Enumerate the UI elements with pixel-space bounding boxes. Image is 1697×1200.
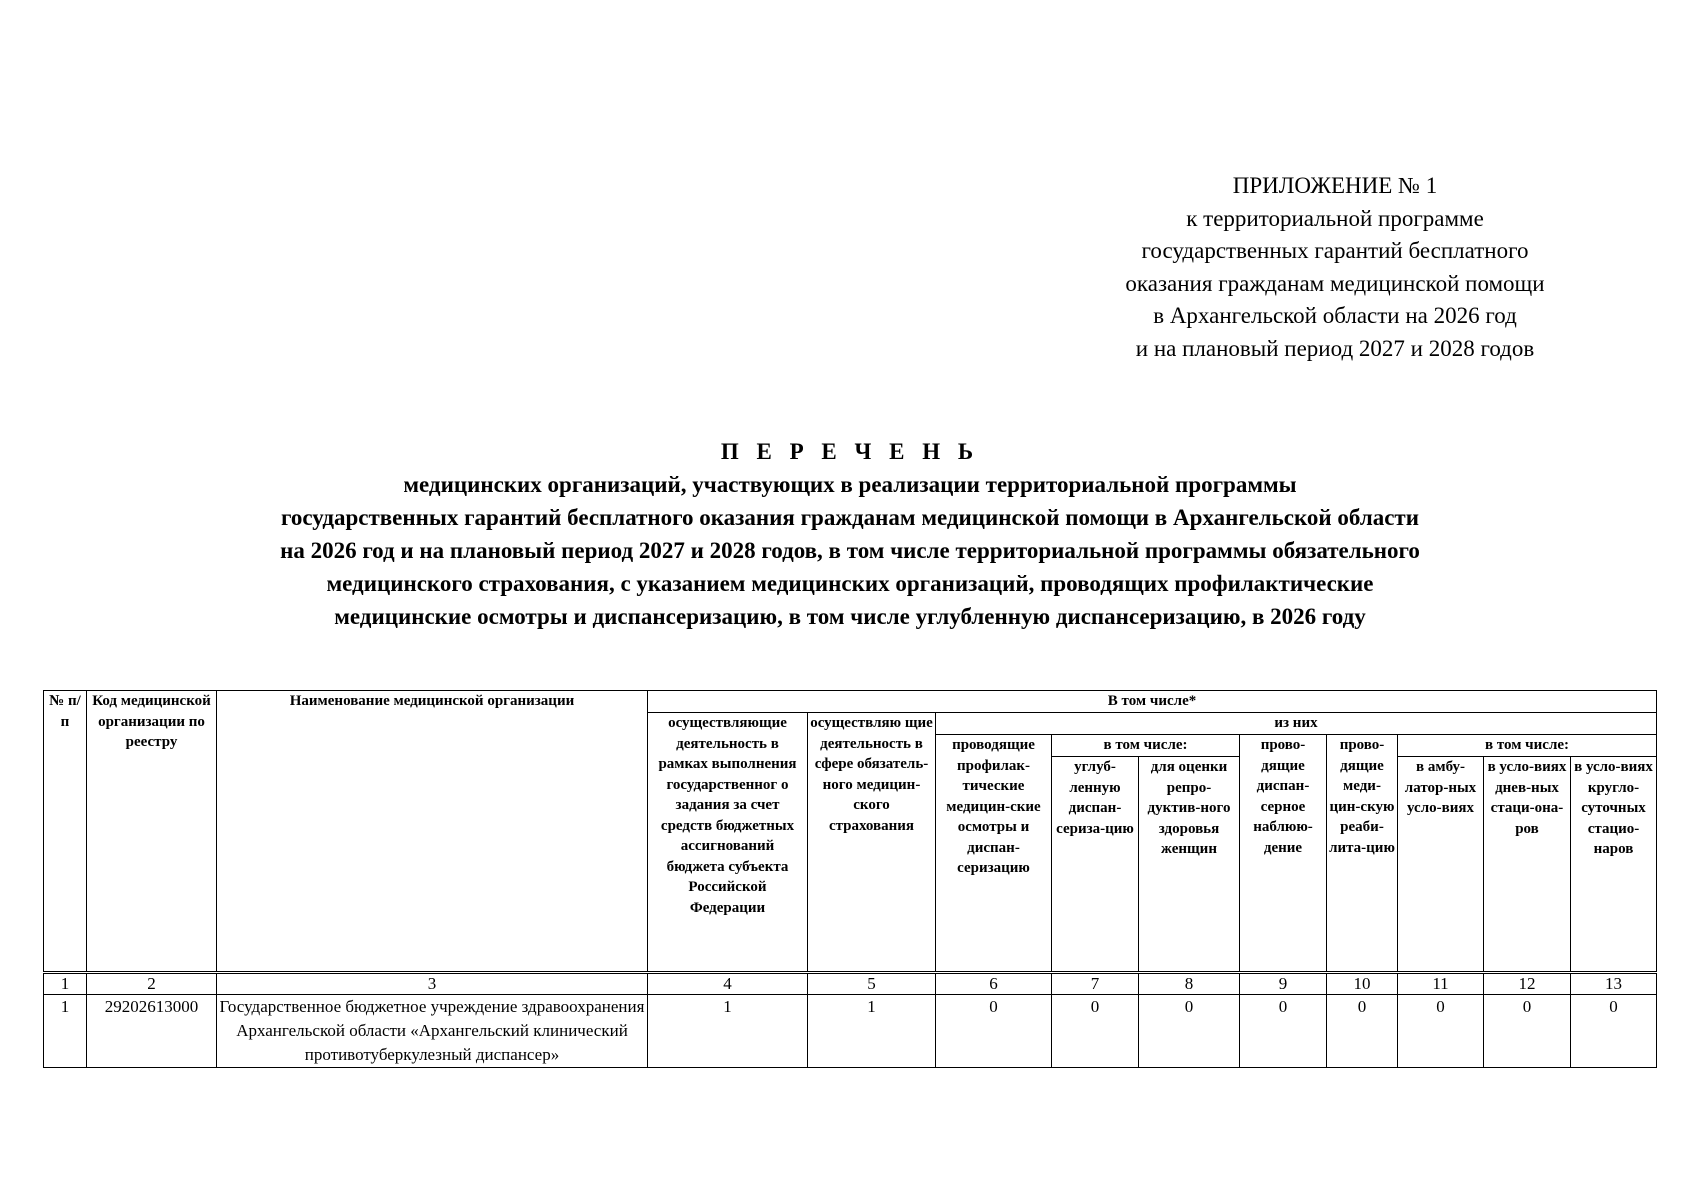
row-repro: 0 [1139,995,1240,1068]
column-number: 9 [1240,973,1327,995]
header-repro: для оценки репро-дуктив-ного здоровья женщин [1139,757,1240,973]
header-budget: осуществляющие деятельность в рамках выполнения государственног о задания за счет средств бюджетных ассигнований бюджета субъекта Российской Федерации [648,713,808,973]
row-round-hosp: 0 [1571,995,1657,1068]
column-number: 13 [1571,973,1657,995]
row-oms: 1 [808,995,936,1068]
header-prof: проводящие профилак-тические медицин-ские осмотры и диспан-серизацию [936,735,1052,973]
column-number: 10 [1327,973,1398,995]
row-disp-obs: 0 [1240,995,1327,1068]
organizations-table [43,690,1657,1068]
row-ambul: 0 [1398,995,1484,1068]
row-code: 29202613000 [87,995,217,1068]
appendix-line: оказания гражданам медицинской помощи [1125,270,1545,296]
column-number: 12 [1484,973,1571,995]
header-incl-1: в том числе: [1052,735,1240,757]
appendix-line: ПРИЛОЖЕНИЕ № 1 [1232,173,1438,198]
appendix-line: к территориальной программе [1186,205,1484,231]
column-number: 6 [936,973,1052,995]
title-line: на 2026 год и на плановый период 2027 и 2028 годов, в том числе территориальной программы обязательного [280,538,1420,563]
header-round-hosp: в усло-виях кругло-суточных стацио-наров [1571,757,1657,973]
column-number: 7 [1052,973,1139,995]
table-row [44,995,1657,1068]
header-ambul: в амбу-латор-ных усло-виях [1398,757,1484,973]
row-day-hosp: 0 [1484,995,1571,1068]
document-title [60,435,1640,633]
column-number: 11 [1398,973,1484,995]
title-line: медицинских организаций, участвующих в реализации территориальной программы [403,472,1297,497]
header-code: Код медицинской организации по реестру [87,691,217,973]
appendix-line: государственных гарантий бесплатного [1141,238,1529,263]
row-num: 1 [44,995,87,1068]
header-of-them: из них [936,713,1657,735]
column-number: 2 [87,973,217,995]
header-day-hosp: в усло-виях днев-ных стаци-она-ров [1484,757,1571,973]
column-numbers-row [44,973,1657,995]
appendix-line: и на плановый период 2027 и 2028 годов [1135,335,1535,361]
header-name: Наименование медицинской организации [217,691,648,973]
row-prof: 0 [936,995,1052,1068]
row-rehab: 0 [1327,995,1398,1068]
column-number: 3 [217,973,648,995]
header-rehab: прово-дящие меди-цин-скую реаби-лита-цию [1327,735,1398,973]
appendix-header [1090,170,1580,365]
title-word: П Е Р Е Ч Е Н Ь [720,439,980,464]
row-name: Государственное бюджетное учреждение здравоохранения Архангельской области «Архангельский клинический противотуберкулезный диспансер» [217,995,648,1068]
row-deep: 0 [1052,995,1139,1068]
row-budget: 1 [648,995,808,1068]
header-including: В том числе* [648,691,1657,713]
title-line: медицинского страхования, с указанием медицинских организаций, проводящих профилактические [326,571,1374,596]
title-line: государственных гарантий бесплатного оказания гражданам медицинской помощи в Архангельской области [281,505,1419,530]
appendix-line: в Архангельской области на 2026 год [1153,303,1517,328]
column-number: 5 [808,973,936,995]
header-disp-obs: прово-дящие диспан-серное наблюю-дение [1240,735,1327,973]
column-number: 4 [648,973,808,995]
header-num: № п/п [44,691,87,973]
column-number: 1 [44,973,87,995]
column-number: 8 [1139,973,1240,995]
header-oms: осуществляю щие деятельность в сфере обязатель-ного медицин-ского страхования [808,713,936,973]
title-line: медицинские осмотры и диспансеризацию, в том числе углубленную диспансеризацию, в 2026 году [334,604,1366,629]
header-incl-2: в том числе: [1398,735,1657,757]
header-deep: углуб-ленную диспан-сериза-цию [1052,757,1139,973]
